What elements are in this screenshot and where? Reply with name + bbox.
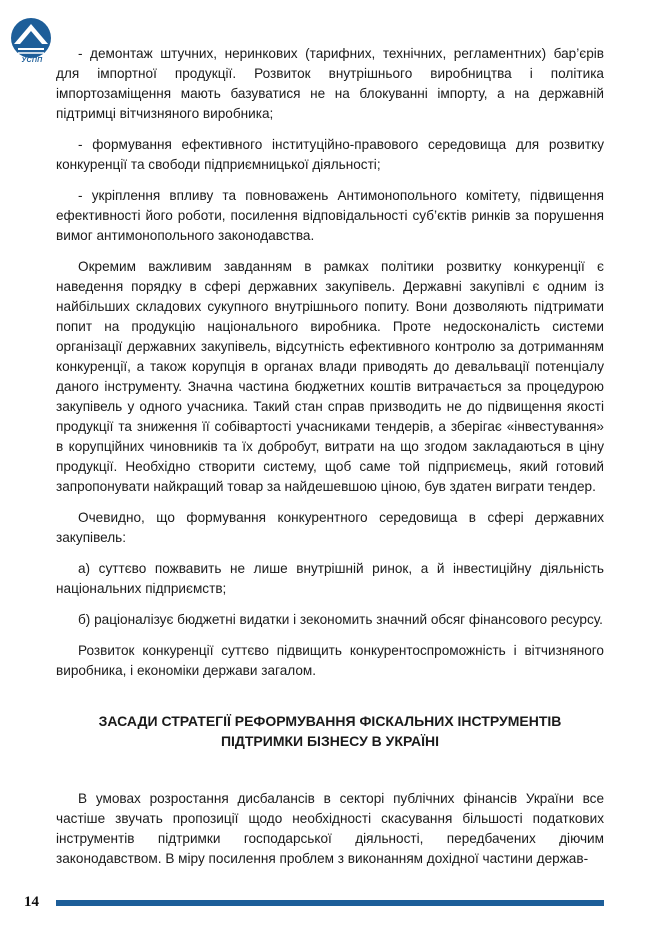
page-body bbox=[56, 44, 604, 880]
paragraph-competitive-environment: Очевидно, що формування конкурентного середовища в сфері державних закупівель: bbox=[56, 510, 604, 545]
footer-rule bbox=[56, 900, 604, 906]
paragraph-institutional: - формування ефективного інституційно-правового середовища для розвитку конкуренції та свободи підприємницької діяльності; bbox=[56, 137, 604, 172]
logo-abbreviation: УСПП bbox=[21, 57, 43, 64]
page-number: 14 bbox=[24, 894, 39, 910]
section-heading-line-2: ПІДТРИМКИ БІЗНЕСУ В УКРАЇНІ bbox=[220, 733, 440, 749]
paragraph-item-a: а) суттєво пожвавить не лише внутрішній ринок, а й інвестиційну діяльність національних підприємств; bbox=[56, 561, 604, 596]
section-heading bbox=[56, 711, 604, 751]
paragraph-conclusion: Розвиток конкуренції суттєво підвищить конкурентоспроможність і вітчизняного виробника, і економіки держави загалом. bbox=[56, 643, 604, 678]
paragraph-fiscal-imbalances: В умовах розростання дисбалансів в секторі публічних фінансів України все частіше звучать пропозиції щодо необхідності скасування більшості податкових інструментів підтримки господарської діяльності, передбачених діючим законодавством. В міру посилення проблем з виконанням дохідної частини держав- bbox=[56, 791, 604, 866]
section-heading-line-1: ЗАСАДИ СТРАТЕГІЇ РЕФОРМУВАННЯ ФІСКАЛЬНИХ ІНСТРУМЕНТІВ bbox=[98, 713, 562, 729]
paragraph-item-b: б) раціоналізує бюджетні видатки і зекономить значний обсяг фінансового ресурсу. bbox=[78, 612, 603, 627]
paragraph-procurement: Окремим важливим завданням в рамках політики розвитку конкуренції є наведення порядку в сфері державних закупівель. Державні закупівлі є одним із найбільших складових сукупного внутрішнього попиту. Вони дозволяють підтримати попит на продукцію національного виробника. Проте недосконалість системи організації державних закупівель, відсутність ефективного контролю за дотриманням конкуренції, а також корупція в органах влади приводять до девальвації потенціалу даного інструменту. Значна частина бюджетних коштів витрачається за процедурою закупівель у одного учасника. Такий стан справ призводить не до підвищення якості продукції та зниження її собівартості учасниками тендерів, а зберігає «інвестування» в корупційних чиновників та їх добробут, витрати на що згодом закладаються в ціну продукції. Необхідно створити систему, щоб саме той підприємець, який готовий запропонувати найкращий товар за найдешевшою ціною, був здатен виграти тендер. bbox=[56, 259, 604, 494]
paragraph-barriers: - демонтаж штучних, неринкових (тарифних, технічних, регламентних) бар’єрів для імпортної продукції. Розвиток внутрішнього виробництва і політика імпортозаміщення мають базуватися не на блокуванні імпорту, а на державній підтримці вітчизняного виробника; bbox=[56, 46, 604, 121]
paragraph-antimonopoly: - укріплення впливу та повноважень Антимонопольного комітету, підвищення ефективності його роботи, посилення відповідальності суб’єктів ринків за порушення вимог антимонопольного законодавства. bbox=[56, 188, 604, 243]
